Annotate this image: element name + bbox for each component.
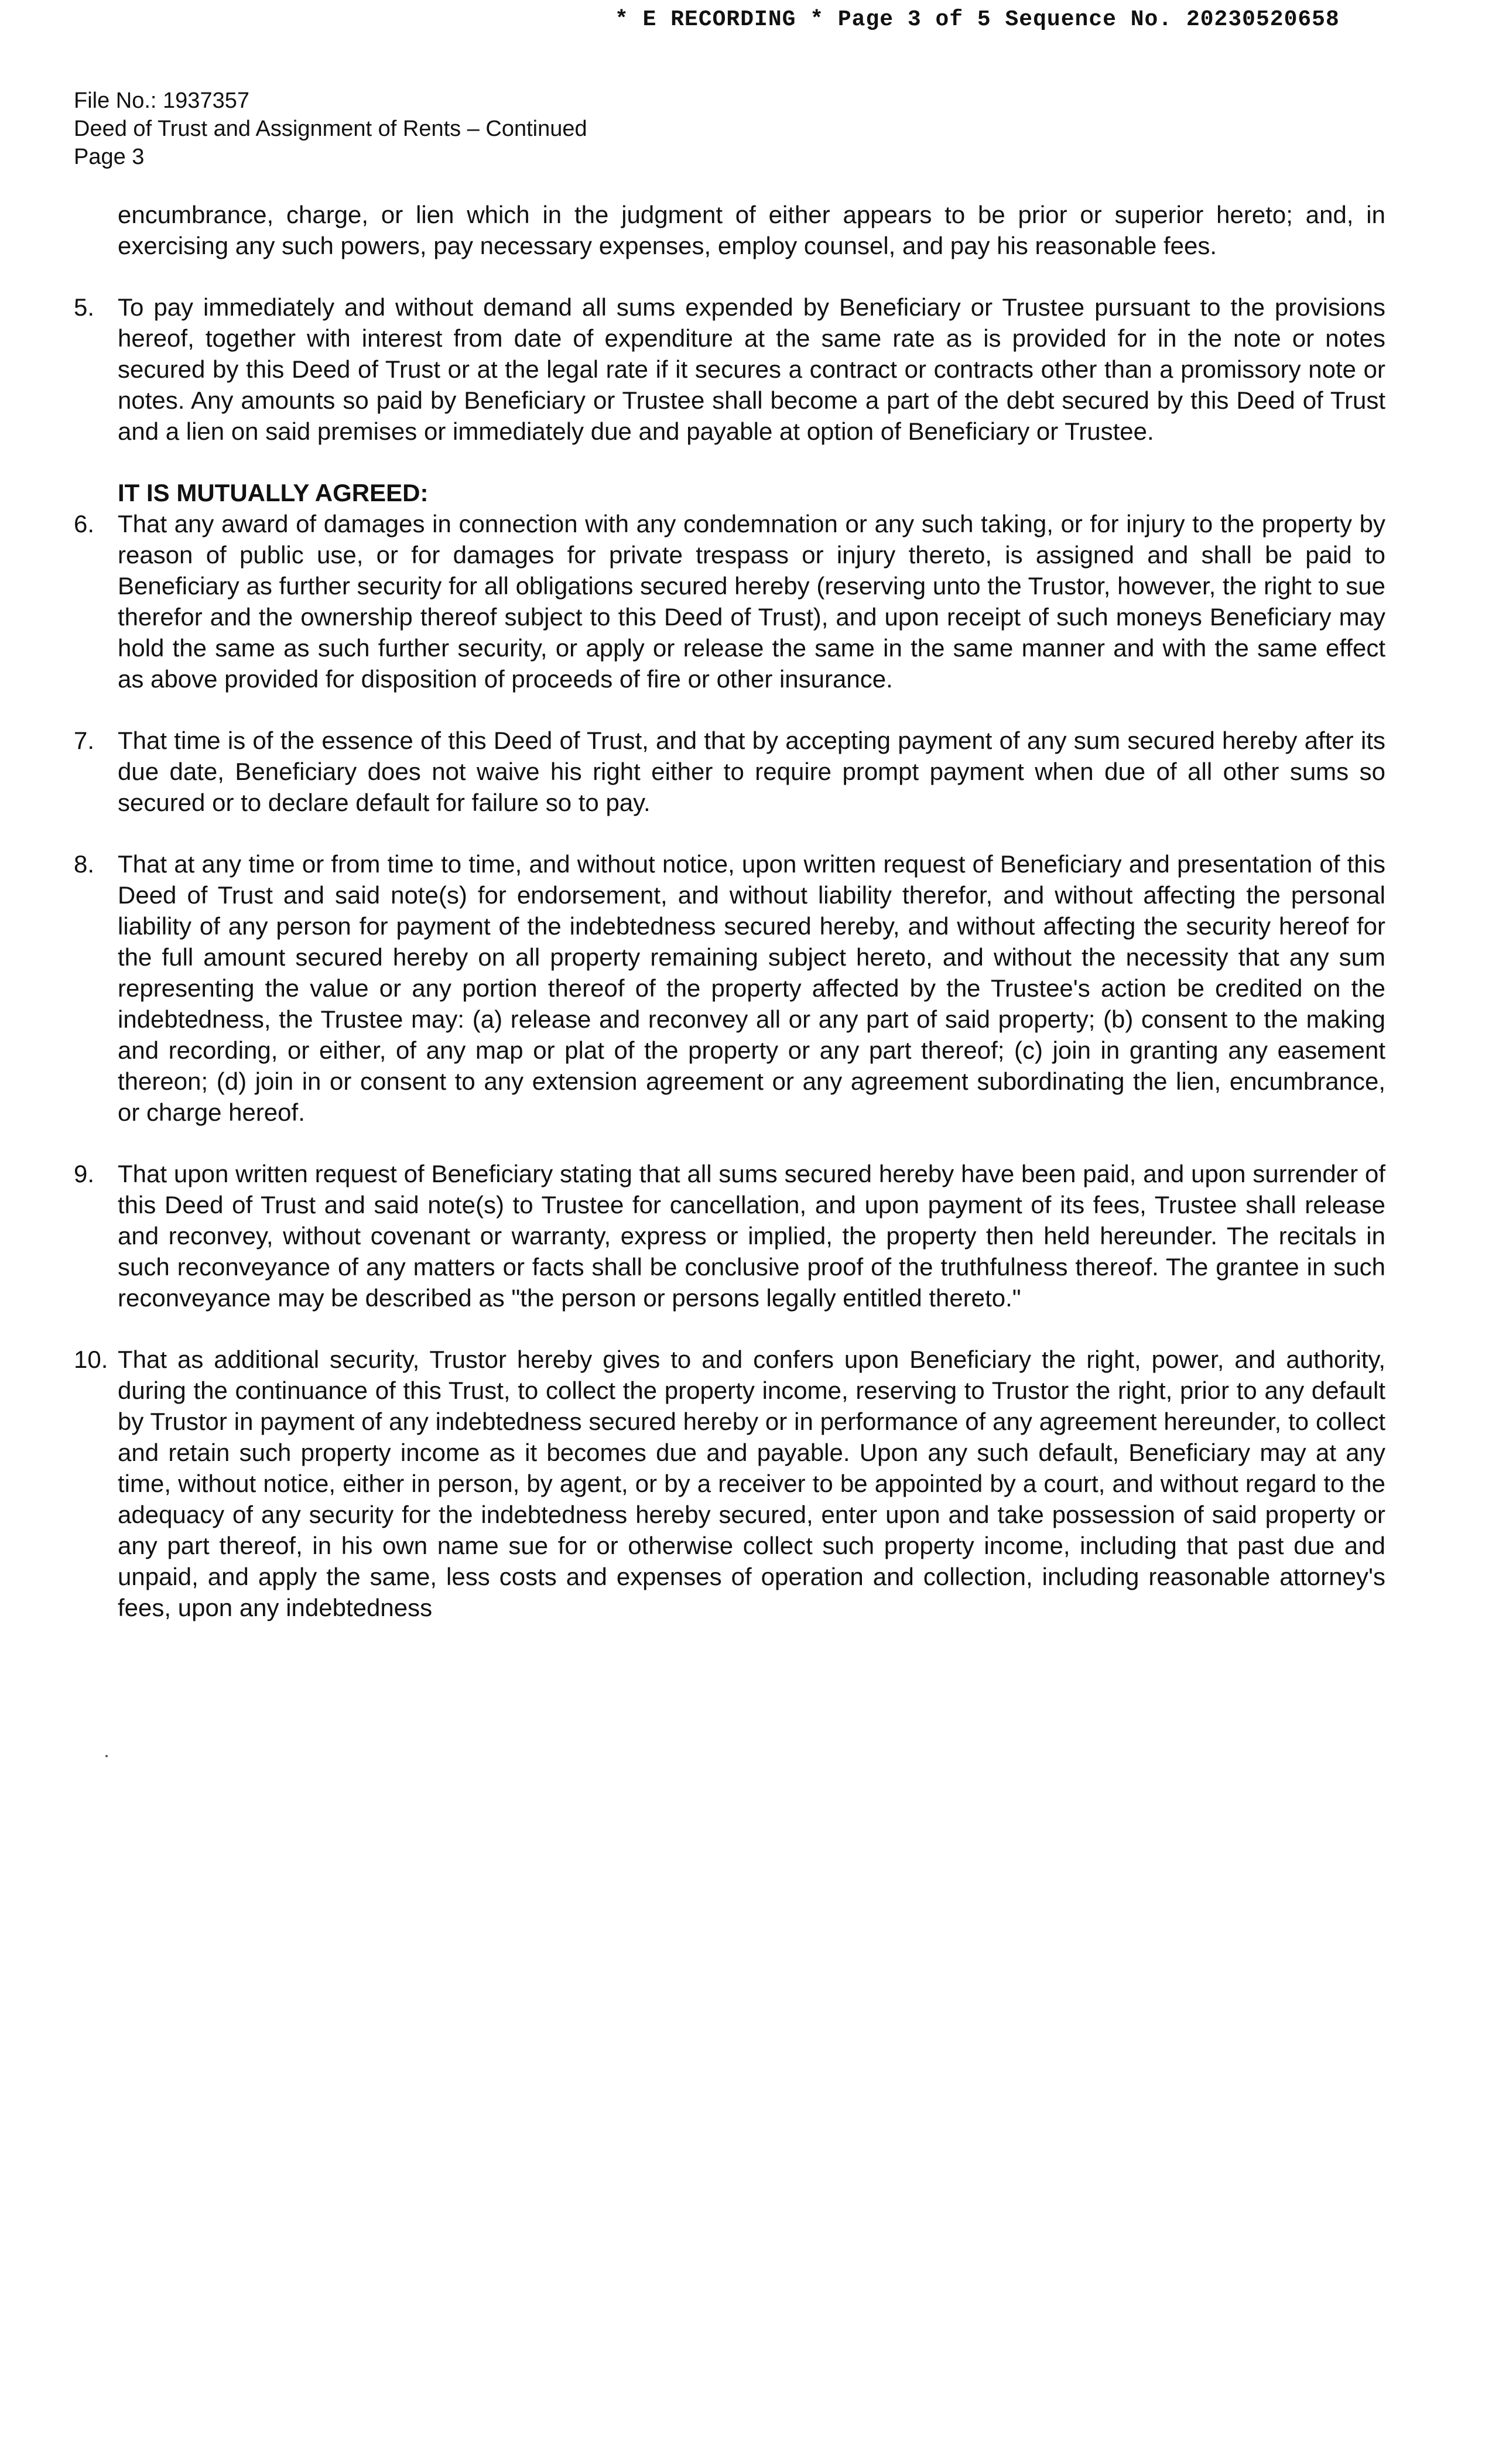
clause-7 bbox=[74, 725, 1385, 818]
clause-10 bbox=[74, 1344, 1385, 1623]
clause-number: 8. bbox=[74, 850, 95, 878]
clause-text: That any award of damages in connection with any condemnation or any such taking, or for injury to the property by reason of public use, or for damages for private trespass or injury thereto, is assigned and shall be paid to Beneficiary as further security for all obligations secured hereby (reserving unto the Trustor, however, the right to sue therefor and the ownership thereof subject to this Deed of Trust), and upon receipt of such moneys Beneficiary may hold the same as such further security, or apply or release the same in the same manner and with the same effect as above provided for disposition of proceeds of fire or other insurance. bbox=[118, 510, 1385, 693]
continuation-paragraph: encumbrance, charge, or lien which in the judgment of either appears to be prior or superior hereto; and, in exercising any such powers, pay necessary expenses, employ counsel, and pay his reasonable fees. bbox=[118, 201, 1385, 259]
clause-8 bbox=[74, 848, 1385, 1128]
clause-number: 7. bbox=[74, 727, 95, 754]
file-number: File No.: 1937357 bbox=[74, 88, 249, 113]
document-header bbox=[74, 87, 587, 171]
document-title: Deed of Trust and Assignment of Rents – Continued bbox=[74, 117, 587, 141]
page-number: Page 3 bbox=[74, 145, 145, 169]
clause-5 bbox=[74, 292, 1385, 447]
clause-number: 9. bbox=[74, 1160, 95, 1187]
recording-banner: * E RECORDING * Page 3 of 5 Sequence No. 20230520658 bbox=[615, 7, 1340, 32]
clause-6 bbox=[74, 508, 1385, 694]
clause-text: That time is of the essence of this Deed of Trust, and that by accepting payment of any sum secured hereby after its due date, Beneficiary does not waive his right either to require prompt payment when due of all other sums so secured or to declare default for failure so to pay. bbox=[118, 727, 1385, 816]
section-heading: IT IS MUTUALLY AGREED: bbox=[118, 479, 429, 507]
clause-text: That as additional security, Trustor hereby gives to and confers upon Beneficiary the right, power, and authority, during the continuance of this Trust, to collect the property income, reserving to Trustor the right, prior to any default by Trustor in payment of any indebtedness secured hereby or in performance of any agreement hereunder, to collect and retain such property income as it becomes due and payable. Upon any such default, Beneficiary may at any time, without notice, either in person, by agent, or by a receiver to be appointed by a court, and without regard to the adequacy of any security for the indebtedness hereby secured, enter upon and take possession of said property or any part thereof, in his own name sue for or otherwise collect such property income, including that past due and unpaid, and apply the same, less costs and expenses of operation and collection, including reasonable attorney's fees, upon any indebtedness bbox=[118, 1346, 1385, 1621]
clause-number: 10. bbox=[74, 1346, 108, 1373]
clause-text: To pay immediately and without demand all sums expended by Beneficiary or Trustee pursuant to the provisions hereof, together with interest from date of expenditure at the same rate as is provided for in the note or notes secured by this Deed of Trust or at the legal rate if it secures a contract or contracts other than a promissory note or notes. Any amounts so paid by Beneficiary or Trustee shall become a part of the debt secured by this Deed of Trust and a lien on said premises or immediately due and payable at option of Beneficiary or Trustee. bbox=[118, 293, 1385, 445]
document-body bbox=[74, 199, 1385, 1623]
clause-number: 5. bbox=[74, 293, 95, 321]
clause-text: That upon written request of Beneficiary stating that all sums secured hereby have been paid, and upon surrender of this Deed of Trust and said note(s) to Trustee for cancellation, and upon payment of its fees, Trustee shall release and reconvey, without covenant or warranty, express or implied, the property then held hereunder. The recitals in such reconveyance of any matters or facts shall be conclusive proof of the truthfulness thereof. The grantee in such reconveyance may be described as "the person or persons legally entitled thereto." bbox=[118, 1160, 1385, 1312]
scan-speck bbox=[105, 1755, 108, 1757]
clause-9 bbox=[74, 1158, 1385, 1313]
clause-number: 6. bbox=[74, 510, 95, 538]
clause-text: That at any time or from time to time, and without notice, upon written request of Beneficiary and presentation of this Deed of Trust and said note(s) for endorsement, and without liability therefor, and without affecting the personal liability of any person for payment of the indebtedness secured hereby, and without affecting the security hereof for the full amount secured hereby on all property remaining subject hereto, and without the necessity that any sum representing the value or any portion thereof of the property affected by the Trustee's action be credited on the indebtedness, the Trustee may: (a) release and reconvey all or any part of said property; (b) consent to the making and recording, or either, of any map or plat of the property or any part thereof; (c) join in granting any easement thereon; (d) join in or consent to any extension agreement or any agreement subordinating the lien, encumbrance, or charge hereof. bbox=[118, 850, 1385, 1126]
